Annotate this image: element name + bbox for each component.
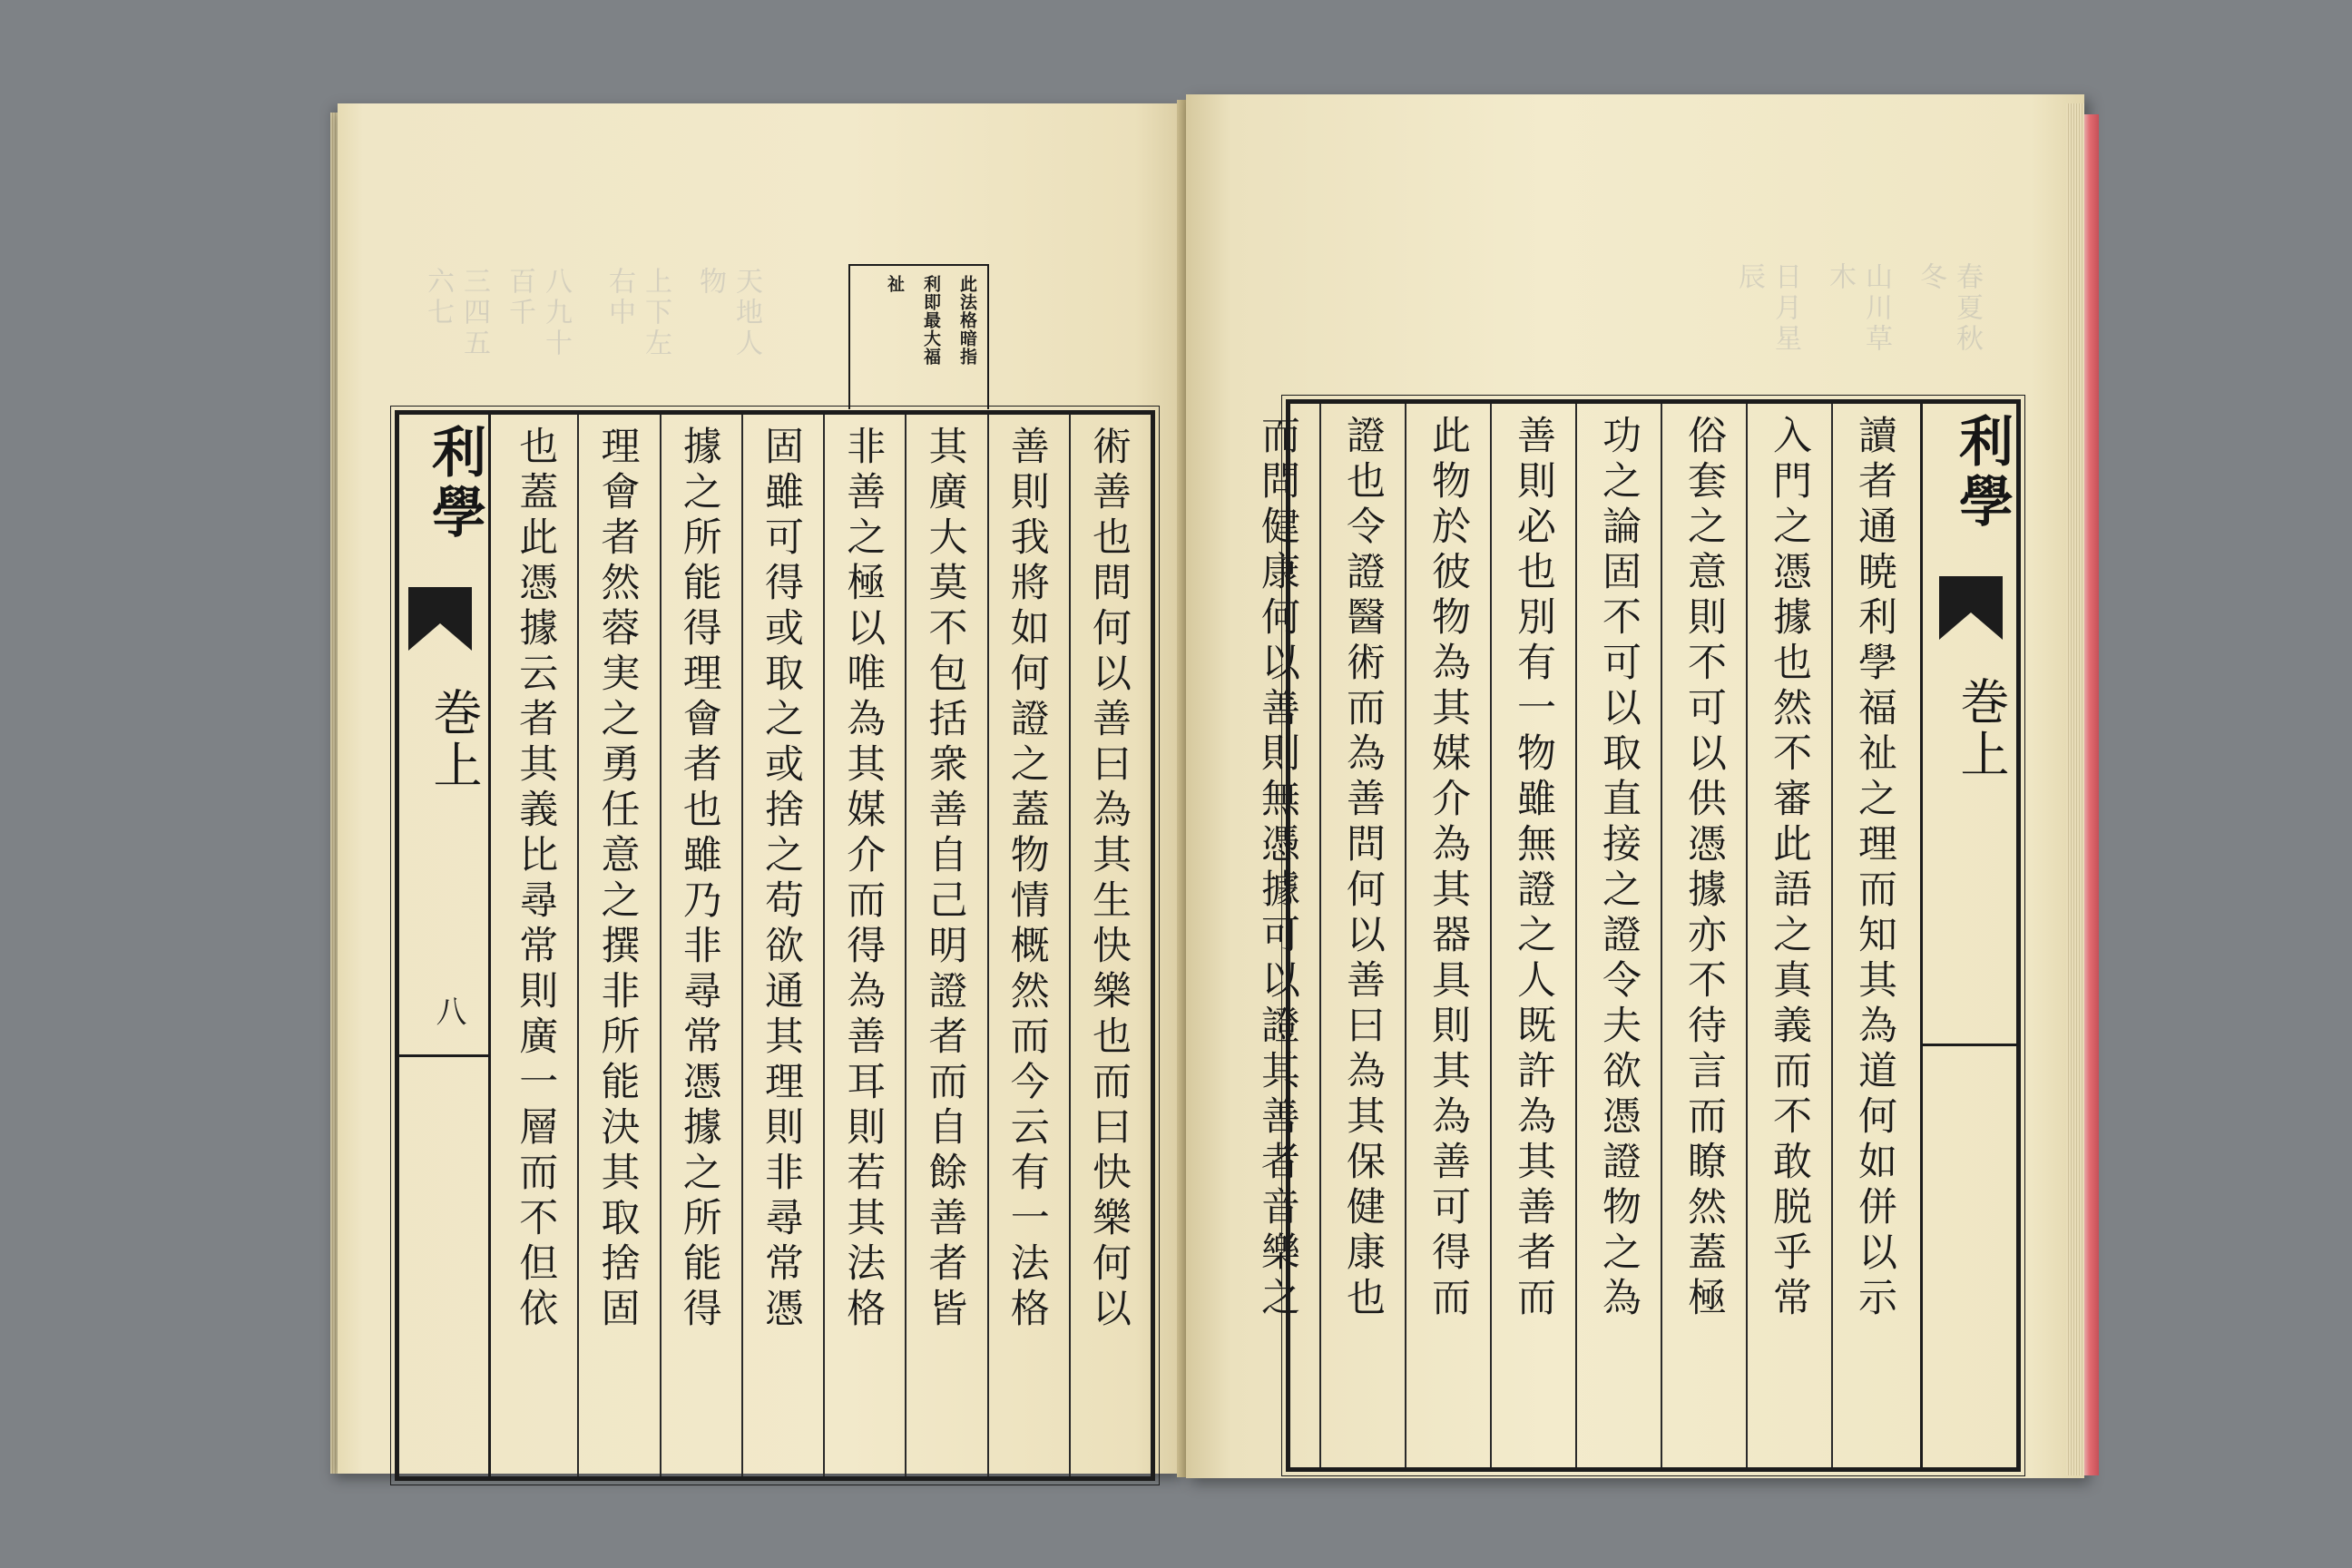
header-title: 利學	[1950, 413, 2014, 533]
divider-line	[1923, 1044, 2016, 1046]
head-note-box	[848, 264, 989, 409]
text-column: 證也令證醫術而為善問何以善曰為其保健康也	[1319, 404, 1405, 1467]
bleed-through-text: 山川草木	[1824, 262, 1892, 355]
text-column: 其廣大莫不包括衆善自己明證者而自餘善者皆	[905, 415, 986, 1476]
header-title: 利學	[423, 424, 486, 544]
bleed-through-text: 天地人物	[694, 267, 762, 359]
right-text-frame	[1255, 399, 2021, 1472]
text-column: 理會者然蓉実之勇任意之撰非所能決其取捨固	[577, 415, 659, 1476]
text-column: 入門之憑據也然不審此語之真義而不敢脱乎常	[1746, 404, 1831, 1467]
text-column: 此物於彼物為其媒介為其器具則其為善可得而	[1405, 404, 1490, 1467]
text-column: 善則我將如何證之蓋物情概然而今云有一法格	[987, 415, 1069, 1476]
right-text-columns	[1255, 404, 1916, 1467]
fish-tail-mark-icon	[1939, 576, 2003, 658]
volume-label: 巻上	[426, 687, 483, 792]
text-column: 功之論固不可以取直接之證令夫欲憑證物之為	[1575, 404, 1661, 1467]
left-text-columns	[495, 415, 1151, 1476]
text-column: 固雖可得或取之或捨之苟欲通其理則非尋常憑	[741, 415, 823, 1476]
right-hanshin-margin	[1920, 404, 2016, 1467]
head-note-line: 祉	[885, 275, 905, 293]
bleed-through-text: 八九十百千	[504, 267, 572, 359]
head-note-line: 利即最大福	[921, 275, 941, 366]
open-book	[338, 94, 2102, 1483]
left-page	[338, 103, 1186, 1474]
left-text-frame	[395, 410, 1155, 1481]
fish-tail-mark-icon	[408, 587, 472, 669]
right-page	[1186, 94, 2084, 1478]
bleed-through-text: 春夏秋冬	[1915, 262, 1983, 355]
left-hanshin-margin	[399, 415, 491, 1476]
page-number: 八	[430, 995, 466, 1026]
divider-line	[399, 1054, 488, 1057]
volume-label: 巻上	[1953, 676, 2010, 781]
red-page-edge	[2084, 114, 2099, 1475]
text-column: 也蓋此憑據云者其義比尋常則廣一層而不但依	[513, 426, 559, 1333]
text-column: 非善之極以唯為其媒介而得為善耳則若其法格	[823, 415, 905, 1476]
text-column: 據之所能得理會者也雖乃非尋常憑據之所能得	[660, 415, 741, 1476]
page-edge-stack	[2066, 103, 2084, 1475]
text-column: 俗套之意則不可以供憑據亦不待言而瞭然蓋極	[1661, 404, 1746, 1467]
bleed-through-text: 日月星辰	[1733, 262, 1801, 355]
text-column: 而問健康何以善則無憑據可以證其善者音樂之	[1255, 415, 1300, 1322]
head-note-line: 此法格暗指	[957, 275, 977, 366]
bleed-through-text: 三四五六七	[422, 267, 490, 359]
text-column: 善則必也別有一物雖無證之人既許為其善者而	[1490, 404, 1575, 1467]
bleed-through-text: 上下左右中	[603, 267, 671, 359]
text-column: 術善也問何以善曰為其生快樂也而曰快樂何以	[1069, 415, 1151, 1476]
text-column: 讀者通暁利學福祉之理而知其為道何如併以示	[1831, 404, 1916, 1467]
